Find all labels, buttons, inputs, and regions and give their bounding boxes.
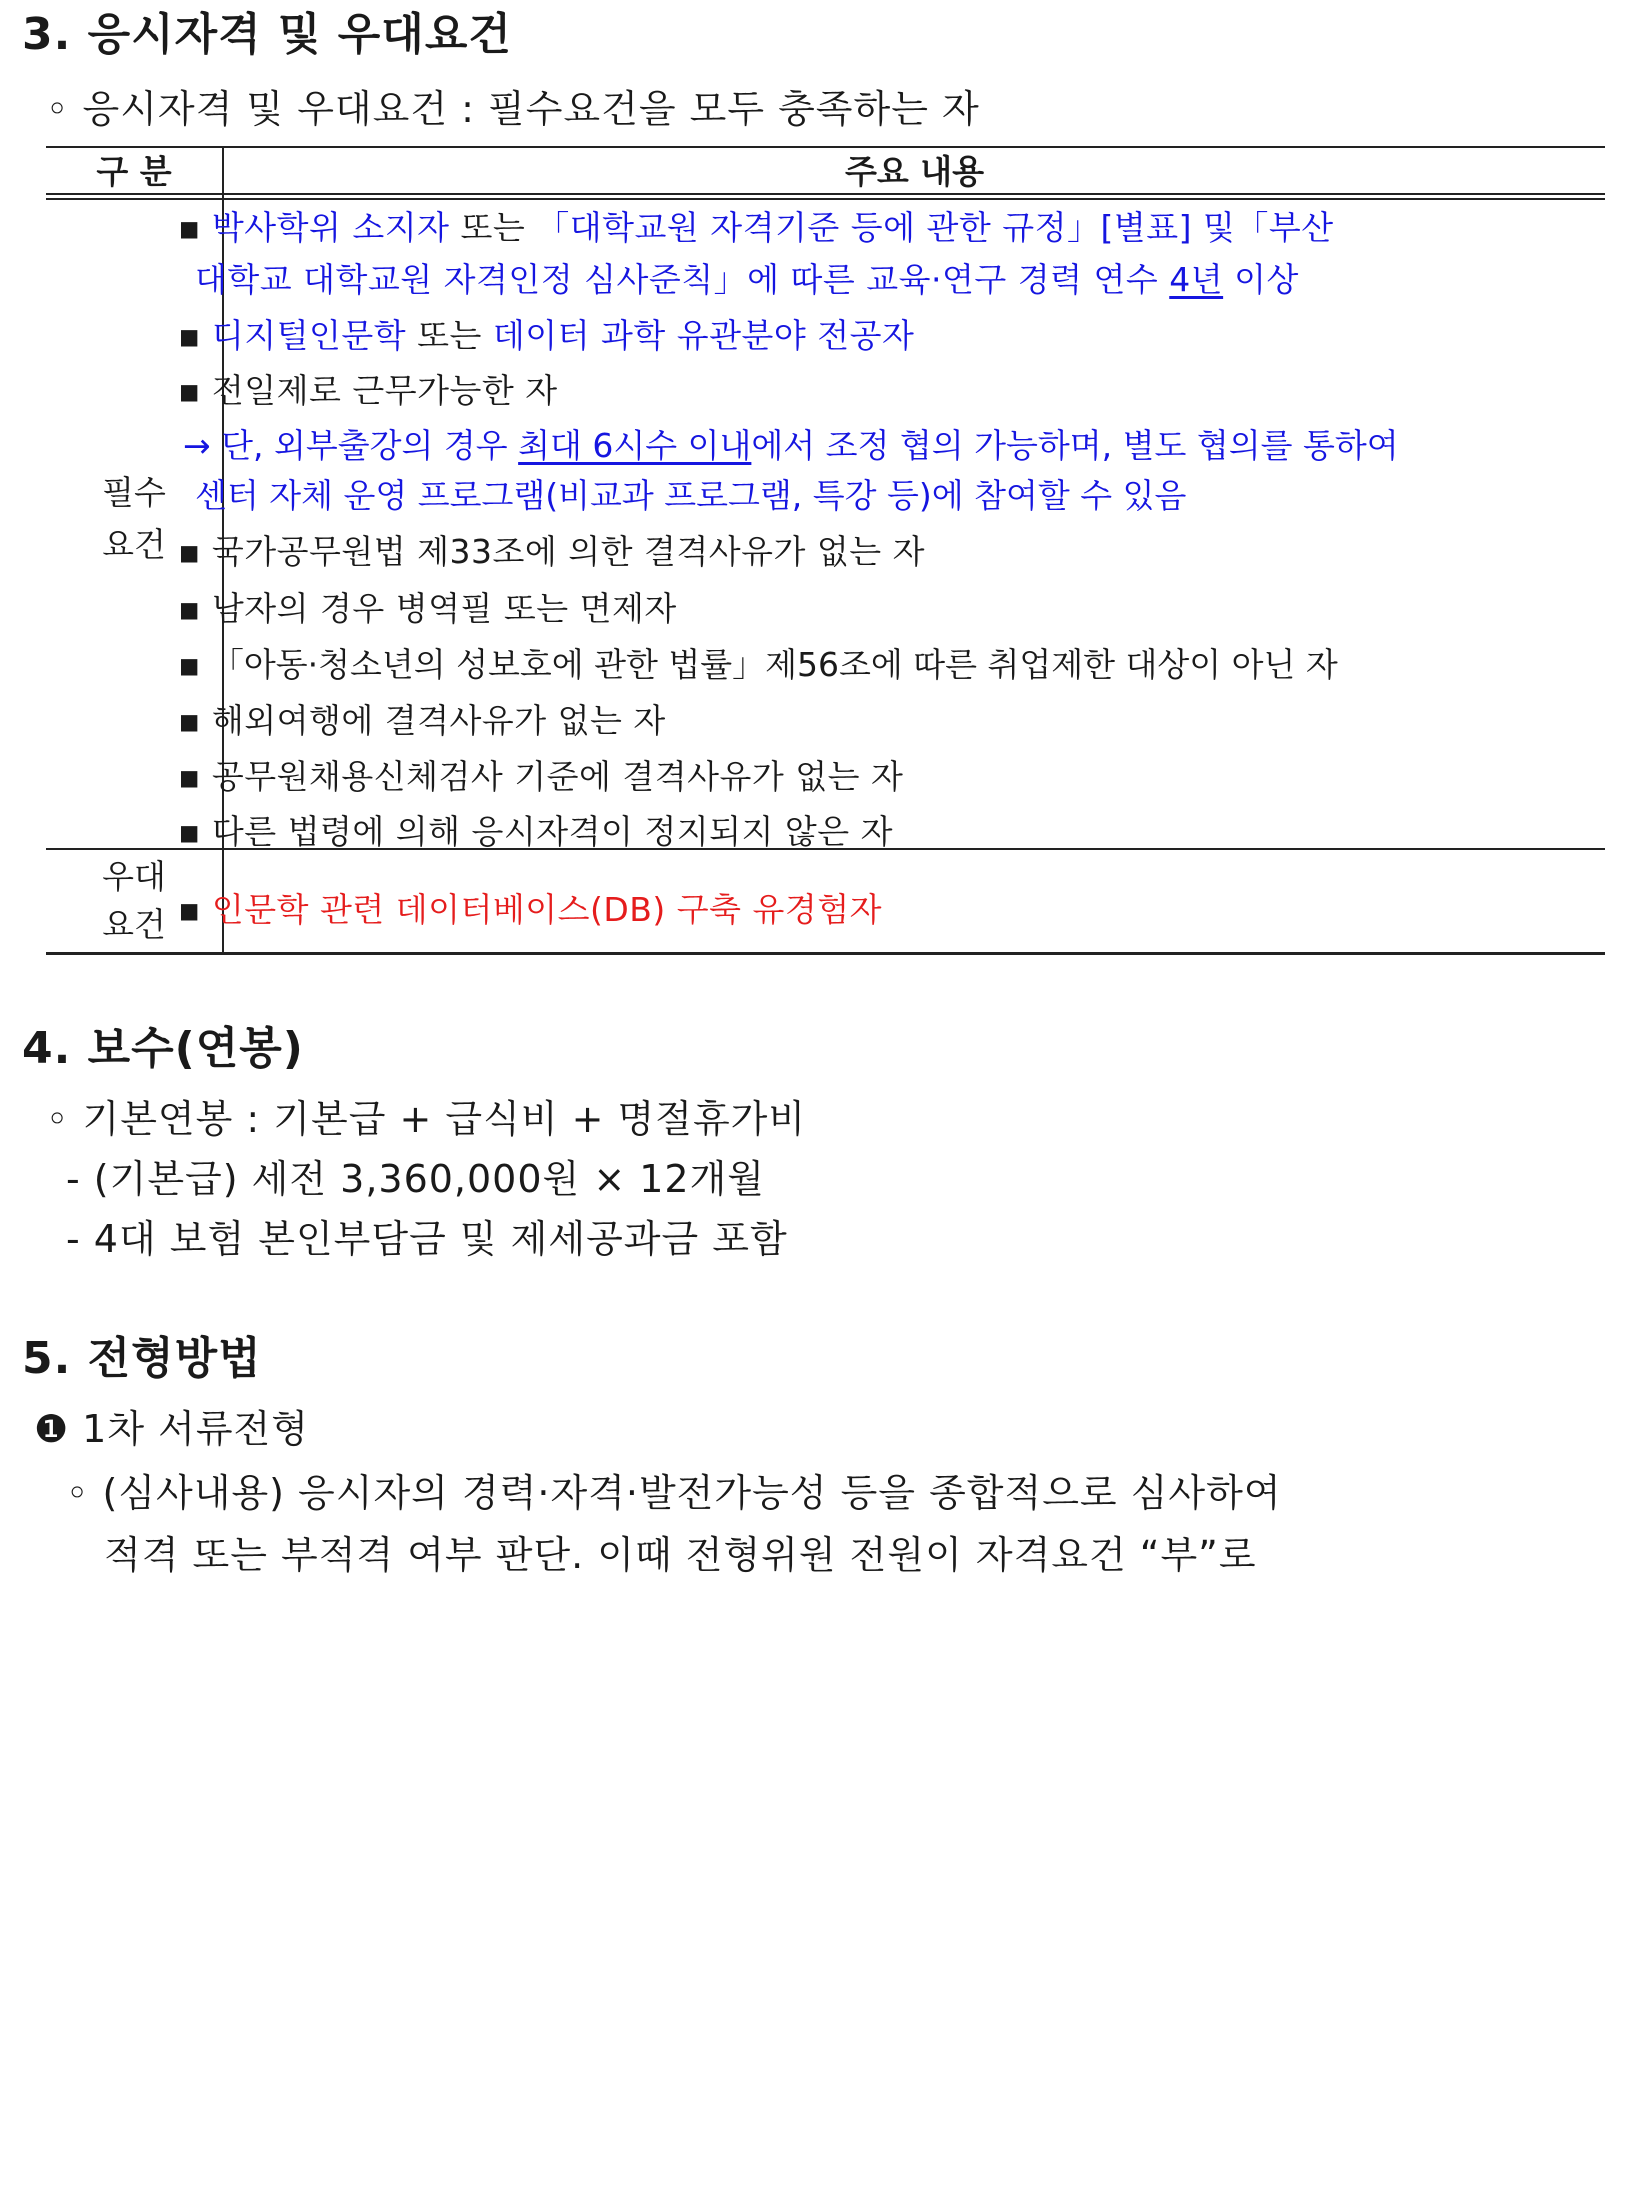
required-item-5: ▪ 남자의 경우 병역필 또는 면제자 [178, 589, 677, 628]
required-item-8: ▪ 공무원채용신체검사 기준에 결격사유가 없는 자 [178, 757, 904, 796]
required-item-7: ▪ 해외여행에 결격사유가 없는 자 [178, 701, 666, 740]
required-note-line1: → 단, 외부출강의 경우 최대 6시수 이내에서 조정 협의 가능하며, 별도 협의를 통하여 [183, 426, 1399, 465]
section5-heading: 5. 전형방법 [22, 1333, 262, 1384]
bullet: ▪ [178, 701, 201, 740]
salary-line-3: - 4대 보험 본인부담금 및 제세공과금 포함 [66, 1217, 788, 1261]
bullet: ▪ [178, 890, 201, 929]
preferred-label-line2: 요건 [102, 905, 166, 944]
section3-heading: 3. 응시자격 및 우대요건 [22, 9, 512, 60]
bullet: ▪ [178, 757, 201, 796]
table-header-content: 주요 내용 [844, 152, 984, 191]
bullet: ▪ [178, 316, 201, 355]
section3-intro: ◦ 응시자격 및 우대요건 : 필수요건을 모두 충족하는 자 [46, 87, 980, 131]
table-header-rule-2 [46, 198, 1605, 200]
table-bottom-rule [46, 952, 1605, 955]
preferred-item: ▪ 인문학 관련 데이터베이스(DB) 구축 유경험자 [178, 890, 883, 929]
selection-step-1: ❶ 1차 서류전형 [34, 1407, 309, 1451]
salary-line-2: - (기본급) 세전 3,360,000원 × 12개월 [66, 1157, 766, 1201]
bullet: ▪ [178, 812, 201, 851]
bullet: ▪ [178, 589, 201, 628]
bullet: ▪ [178, 532, 201, 571]
preferred-label-line1: 우대 [102, 857, 166, 896]
required-item-6: ▪ 「아동·청소년의 성보호에 관한 법률」제56조에 따른 취업제한 대상이 아닌 자 [178, 645, 1338, 684]
required-label-line2: 요건 [102, 525, 166, 564]
salary-line-1: ◦ 기본연봉 : 기본급 + 급식비 + 명절휴가비 [46, 1097, 807, 1141]
section4-heading: 4. 보수(연봉) [22, 1023, 304, 1074]
required-item-3: ▪ 전일제로 근무가능한 자 [178, 371, 558, 410]
required-item-1-line2: 대학교 대학교원 자격인정 심사준칙」에 따른 교육·연구 경력 연수 4년 이상 [195, 260, 1299, 299]
required-item-9: ▪ 다른 법령에 의해 응시자격이 정지되지 않은 자 [178, 812, 893, 851]
table-top-rule [46, 146, 1605, 148]
bullet: ▪ [178, 371, 201, 410]
table-header-category: 구 분 [96, 152, 172, 191]
required-note-line2: 센터 자체 운영 프로그램(비교과 프로그램, 특강 등)에 참여할 수 있음 [195, 476, 1187, 515]
required-item-2: ▪ 디지털인문학 또는 데이터 과학 유관분야 전공자 [178, 316, 915, 355]
required-label-line1: 필수 [102, 473, 166, 512]
selection-line-2: 적격 또는 부적격 여부 판단. 이때 전형위원 전원이 자격요건 “부”로 [104, 1533, 1257, 1577]
selection-line-1: ◦ (심사내용) 응시자의 경력·자격·발전가능성 등을 종합적으로 심사하여 [66, 1471, 1282, 1515]
required-item-1-line1: ▪ 박사학위 소지자 또는 「대학교원 자격기준 등에 관한 규정」[별표] 및「부산 [178, 208, 1334, 247]
bullet: ▪ [178, 208, 201, 247]
bullet: ▪ [178, 645, 201, 684]
required-item-4: ▪ 국가공무원법 제33조에 의한 결격사유가 없는 자 [178, 532, 925, 571]
